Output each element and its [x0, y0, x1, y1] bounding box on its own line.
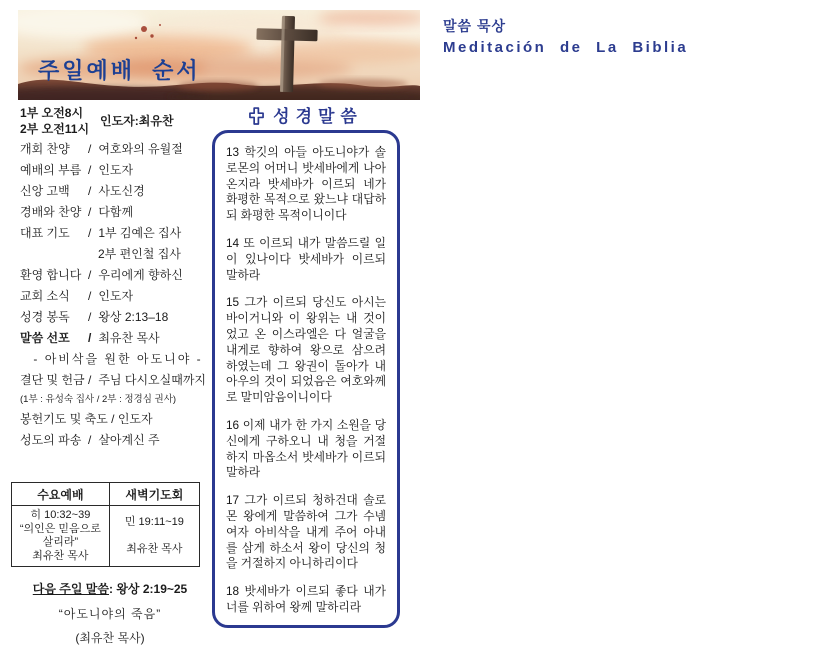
offering-servers-note: (1부 : 유성숙 집사 / 2부 : 정경심 권사): [20, 394, 177, 405]
order-value: 2부 편인철 집사: [98, 247, 181, 261]
wednesday-pastor: 최유찬 목사: [32, 549, 89, 562]
slash-separator: /: [88, 289, 92, 303]
service-leader: 인도자:최유찬: [100, 114, 174, 128]
order-value: 우리에게 향하신: [98, 268, 183, 282]
slash-separator: /: [88, 163, 92, 177]
order-row: [20, 430, 216, 451]
order-row: [20, 370, 216, 391]
next-week-sermon-title: “아도니야의 죽음”: [58, 607, 162, 621]
order-value: 인도자: [98, 163, 134, 177]
next-week-block: [10, 580, 210, 645]
order-row-sermon: [20, 328, 216, 349]
order-row: [20, 307, 216, 328]
meditation-title-spanish: Meditación de La Biblia: [443, 39, 689, 56]
order-row: [20, 160, 216, 181]
cross-icon: [249, 107, 264, 130]
slash-separator: /: [88, 226, 92, 240]
dawn-pastor: 최유찬 목사: [126, 543, 183, 555]
order-value: 다함께: [98, 205, 134, 219]
slash-separator: /: [88, 205, 92, 219]
order-label: 신앙 고백: [20, 184, 70, 198]
slash-separator: /: [88, 310, 92, 324]
verse-16: 16 이제 내가 한 가지 소원을 당신에게 구하오니 내 청을 거절하지 마옵소서 밧세바가 이르되 말하라: [226, 417, 386, 480]
order-value: 여호와의 유월절: [98, 142, 183, 156]
next-week-pastor: (최유찬 목사): [75, 631, 145, 645]
slash-separator: /: [88, 373, 92, 387]
slash-separator: /: [88, 142, 92, 156]
banner-image: [18, 10, 420, 100]
sermon-title-line: - 아비삭을 원한 아도니야 -: [33, 352, 203, 366]
verse-17: 17 그가 이르되 청하건대 솔로몬 왕에게 말씀하여 그가 수넴 여자 아비삭을 내게 주어 아내를 삼게 하소서 왕이 당신의 청을 거절하지 아니하리이다: [226, 493, 386, 571]
verse-14: 14 또 이르되 내가 말씀드릴 일이 있나이다 밧세바가 이르되 말하라: [226, 235, 386, 282]
midweek-services-table: [11, 482, 200, 567]
order-value: 인도자: [98, 289, 134, 303]
order-label: 개회 찬양: [20, 142, 70, 156]
order-label: 예배의 부름: [20, 163, 82, 177]
slash-separator: /: [88, 268, 92, 282]
order-value: 사도신경: [98, 184, 145, 198]
table-body-row: [12, 506, 200, 567]
wednesday-service-cell: [12, 506, 110, 567]
next-week-label: 다음 주일 말씀: [32, 582, 109, 596]
dawn-prayer-cell: [109, 506, 199, 567]
service-time-1: 1부 오전8시: [20, 106, 84, 120]
table-header-row: [12, 483, 200, 506]
bulletin-title: 주일예배 순서: [38, 58, 201, 83]
order-label: 교회 소식: [20, 289, 70, 303]
slash-separator: /: [88, 184, 92, 198]
verse-13: 13 학깃의 아들 아도니야가 솔로몬의 어머니 밧세바에게 나아온지라 밧세바가 이르되 네가 화평한 목적으로 왔느냐 대답하되 화평한 목적이니이다: [226, 145, 386, 223]
order-row: [20, 286, 216, 307]
order-value: 주님 다시오실때까지: [98, 373, 207, 387]
verse-18: 18 밧세바가 이르되 좋다 내가 너를 위하여 왕께 말하리라: [226, 584, 386, 614]
next-week-reference: : 왕상 2:19~25: [109, 582, 188, 596]
order-value: 왕상 2:13–18: [98, 310, 169, 324]
scripture-verse-box: [212, 130, 400, 628]
wednesday-service-header: 수요예배: [12, 483, 110, 506]
order-row: [20, 265, 216, 286]
order-label: 환영 합니다: [20, 268, 82, 282]
verse-15: 15 그가 이르되 당신도 아시는 바이거니와 이 왕위는 내 것이었고 온 이스라엘은 다 얼굴을 내게로 향하여 왕으로 삼으려 하였는데 그 왕권이 돌아가 내 아우의 것이 되었음은 여호와께로 말미암음이니이다: [226, 295, 386, 405]
dawn-prayer-header: 새벽기도회: [109, 483, 199, 506]
service-time-2: 2부 오전11시: [20, 122, 90, 136]
order-label: 성경 봉독: [20, 310, 70, 324]
order-row-continuation: [20, 244, 216, 265]
slash-separator: /: [88, 331, 92, 345]
order-row: [20, 223, 216, 244]
spacer: [112, 529, 197, 543]
next-week-reference-line: [10, 580, 210, 597]
order-value: 살아계신 주: [98, 433, 160, 447]
benediction-line: 봉헌기도 및 축도 / 인도자: [20, 412, 153, 426]
order-label: 말씀 선포: [20, 331, 70, 345]
meditation-title-korean: 말씀 묵상: [443, 18, 506, 34]
wednesday-sermon-title: “의인은 믿음으로 살리라”: [19, 522, 101, 548]
order-label: 결단 및 헌금: [20, 373, 85, 387]
scripture-header-label: 성경말씀: [273, 107, 363, 126]
order-value: 1부 김예은 집사: [98, 226, 182, 240]
order-row: [20, 202, 216, 223]
order-label: 대표 기도: [20, 226, 70, 240]
slash-separator: /: [88, 433, 92, 447]
scripture-header: [210, 102, 402, 130]
order-value: 최유찬 목사: [98, 331, 160, 345]
wednesday-scripture: 히 10:32~39: [30, 509, 91, 521]
order-label: 경배와 찬양: [20, 205, 82, 219]
worship-order-list: [20, 139, 216, 451]
order-label: 성도의 파송: [20, 433, 82, 447]
order-row: [20, 139, 216, 160]
dawn-scripture: 민 19:11~19: [124, 515, 184, 528]
order-row: [20, 181, 216, 202]
service-times: [20, 105, 89, 137]
